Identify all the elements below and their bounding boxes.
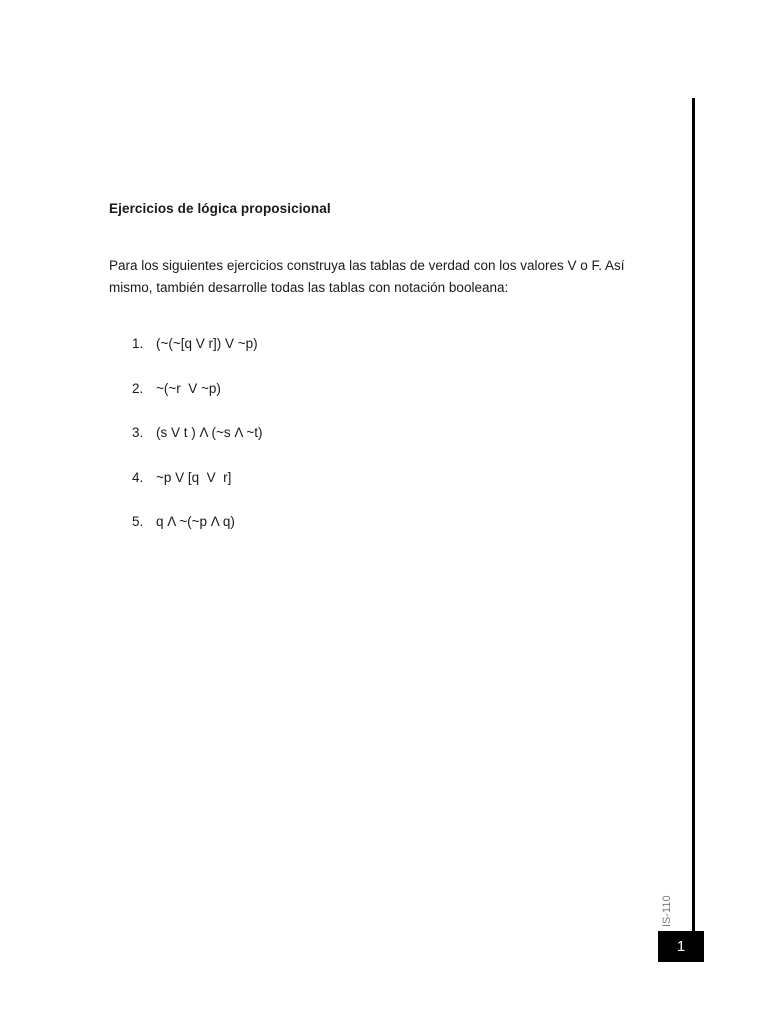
list-item <box>132 425 263 470</box>
exercise-number: 2. <box>132 380 144 396</box>
exercise-number: 1. <box>132 336 144 351</box>
exercise-expression: ~p V [q V r] <box>156 469 232 485</box>
exercise-expression: q Λ ~(~p Λ q) <box>156 514 235 529</box>
instructions-paragraph: Para los siguientes ejercicios construya las tablas de verdad con los valores V o F. Así mismo, también desarrolle todas las tablas con notación booleana: <box>109 258 625 295</box>
exercise-expression: (~(~[q V r]) V ~p) <box>156 336 258 351</box>
page-title: Ejercicios de lógica proposicional <box>109 201 331 216</box>
exercise-expression: (s V t ) Λ (~s Λ ~t) <box>156 425 263 440</box>
course-code-label: IS-110 <box>661 895 673 927</box>
list-item <box>132 470 263 515</box>
margin-rule <box>692 98 695 934</box>
exercise-number: 3. <box>132 425 144 440</box>
page-number: 1 <box>658 931 704 962</box>
exercise-number: 5. <box>132 514 144 529</box>
list-item <box>132 381 263 426</box>
exercise-number: 4. <box>132 469 144 485</box>
exercise-expression: ~(~r V ~p) <box>156 380 221 396</box>
list-item <box>132 336 263 381</box>
exercise-list <box>132 336 263 559</box>
list-item <box>132 514 263 559</box>
